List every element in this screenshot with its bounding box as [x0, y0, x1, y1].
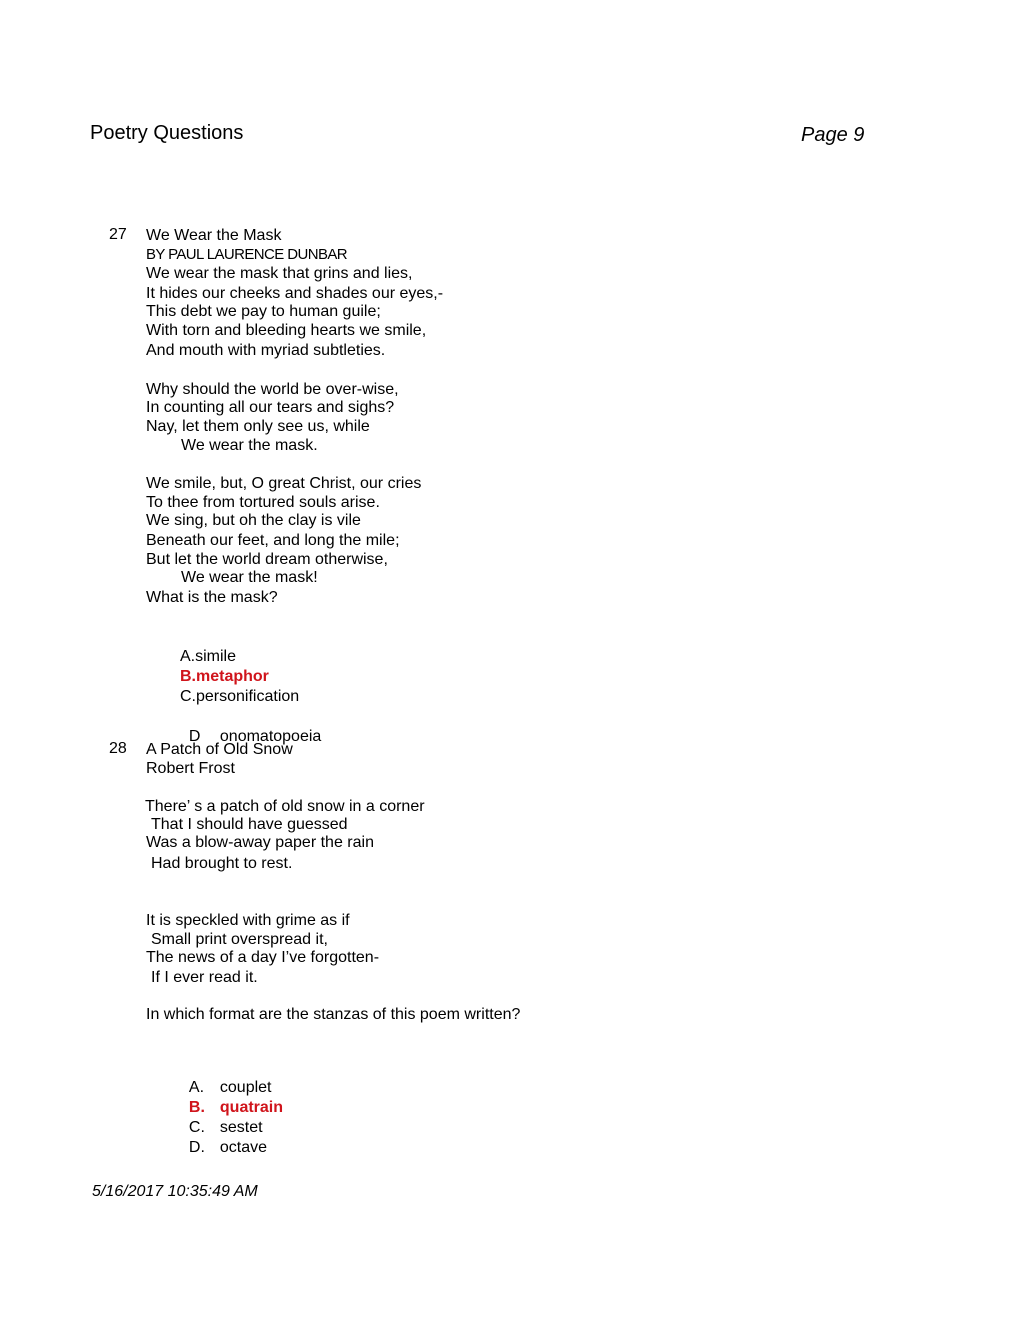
option-text: sestet	[219, 1119, 263, 1136]
option-text: quatrain	[219, 1099, 284, 1116]
poem-line: But let the world dream otherwise,	[146, 551, 388, 568]
poem-line: It is speckled with grime as if	[146, 912, 350, 929]
poem-line: There’ s a patch of old snow in a corner	[145, 798, 425, 815]
option-letter: B.	[188, 1099, 205, 1116]
poem-title: A Patch of Old Snow	[146, 741, 293, 758]
poem-line: And mouth with myriad subtleties.	[146, 342, 386, 359]
option-text: octave	[219, 1139, 268, 1156]
question-text: What is the mask?	[146, 589, 278, 606]
poem-line: This debt we pay to human guile;	[146, 303, 381, 320]
poem-author: BY PAUL LAURENCE DUNBAR	[146, 246, 347, 263]
footer-timestamp: 5/16/2017 10:35:49 AM	[92, 1183, 258, 1200]
poem-line: We smile, but, O great Christ, our cries	[146, 475, 422, 492]
poem-line: With torn and bleeding hearts we smile,	[146, 322, 427, 339]
question-number: 27	[109, 226, 127, 243]
poem-line: Was a blow-away paper the rain	[146, 834, 374, 851]
poem-line: Nay, let them only see us, while	[146, 418, 370, 435]
question-text: In which format are the stanzas of this poem written?	[146, 1006, 521, 1023]
answer-option-b-correct: B.metaphor	[180, 668, 269, 685]
answer-option-c: C.personification	[180, 688, 300, 705]
poem-title: We Wear the Mask	[146, 227, 282, 244]
document-title: Poetry Questions	[90, 122, 244, 144]
poem-line: That I should have guessed	[151, 816, 348, 833]
option-letter: D	[188, 728, 201, 745]
poem-line: Why should the world be over-wise,	[146, 381, 399, 398]
poem-line: We wear the mask.	[181, 437, 318, 454]
poem-line: We sing, but oh the clay is vile	[146, 512, 361, 529]
option-text: couplet	[219, 1079, 272, 1096]
poem-line: It hides our cheeks and shades our eyes,-	[146, 285, 444, 302]
answer-option-d	[180, 1118, 267, 1158]
poem-line: In counting all our tears and sighs?	[146, 399, 395, 416]
question-number: 28	[109, 740, 127, 757]
poem-line: To thee from tortured souls arise.	[146, 494, 380, 511]
poem-line: Small print overspread it,	[151, 931, 328, 948]
poem-line: Had brought to rest.	[151, 855, 293, 872]
option-text: onomatopoeia	[219, 728, 322, 745]
option-letter: D.	[188, 1139, 205, 1156]
poem-author: Robert Frost	[146, 760, 235, 777]
option-letter: C.	[188, 1119, 205, 1136]
poem-line: Beneath our feet, and long the mile;	[146, 532, 400, 549]
poem-line: The news of a day I’ve forgotten-	[146, 949, 380, 966]
poem-line: We wear the mask that grins and lies,	[146, 265, 413, 282]
poem-line: If I ever read it.	[151, 969, 258, 986]
poem-line: We wear the mask!	[181, 569, 318, 586]
option-letter: A.	[188, 1079, 205, 1096]
answer-option-a: A.simile	[180, 648, 237, 665]
page-number: Page 9	[801, 124, 865, 146]
